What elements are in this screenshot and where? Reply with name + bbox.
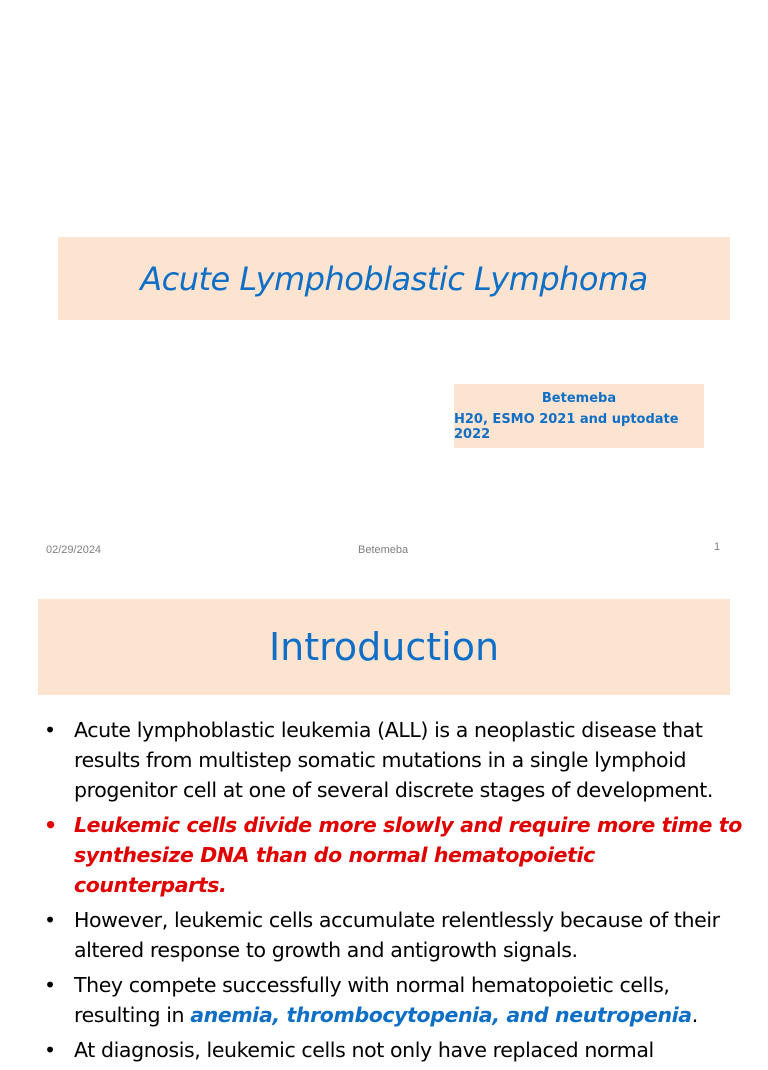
bullet-text: Leukemic cells divide more slowly and require more time to synthesize DNA than do normal hematopoietic counterparts. <box>74 813 742 897</box>
slide-title: Introduction <box>268 625 500 669</box>
bullet-text: Acute lymphoblastic leukemia (ALL) is a neoplastic disease that results from multistep somatic mutations in a single lymphoid progenitor cell at one of several discrete stages of development. <box>74 718 713 802</box>
title-banner <box>58 237 730 320</box>
bullet-icon: • <box>44 1038 56 1062</box>
list-item <box>44 905 744 965</box>
bullet-icon: • <box>44 908 56 932</box>
intro-title-banner <box>38 599 730 695</box>
bullet-icon: • <box>44 813 57 837</box>
bullet-text-emphasis: anemia, thrombocytopenia, and neutropenia <box>190 1003 692 1027</box>
list-item <box>44 1035 744 1065</box>
bullet-text-before: They compete successfully with normal hematopoietic cells, resulting in <box>74 973 670 1027</box>
bullet-text: At diagnosis, leukemic cells not only have replaced normal <box>74 1038 654 1062</box>
subtitle-author: Betemeba <box>541 390 617 406</box>
list-item <box>44 970 744 1030</box>
bullet-text: However, leukemic cells accumulate relentlessly because of their altered response to growth and antigrowth signals. <box>74 908 720 962</box>
footer-author: Betemeba <box>358 544 409 556</box>
list-item <box>44 810 744 900</box>
list-item <box>44 715 744 805</box>
subtitle-sources: H20, ESMO 2021 and uptodate 2022 <box>454 411 679 442</box>
bullet-icon: • <box>44 718 56 742</box>
bullet-list <box>44 715 744 1070</box>
page-number: 1 <box>714 541 721 553</box>
footer-date: 02/29/2024 <box>46 544 102 556</box>
slide-2 <box>0 575 768 1062</box>
subtitle-banner <box>454 384 704 448</box>
bullet-icon: • <box>44 973 56 997</box>
slide-title: Acute Lymphoblastic Lymphoma <box>140 259 648 298</box>
bullet-text-after: . <box>691 1003 698 1027</box>
